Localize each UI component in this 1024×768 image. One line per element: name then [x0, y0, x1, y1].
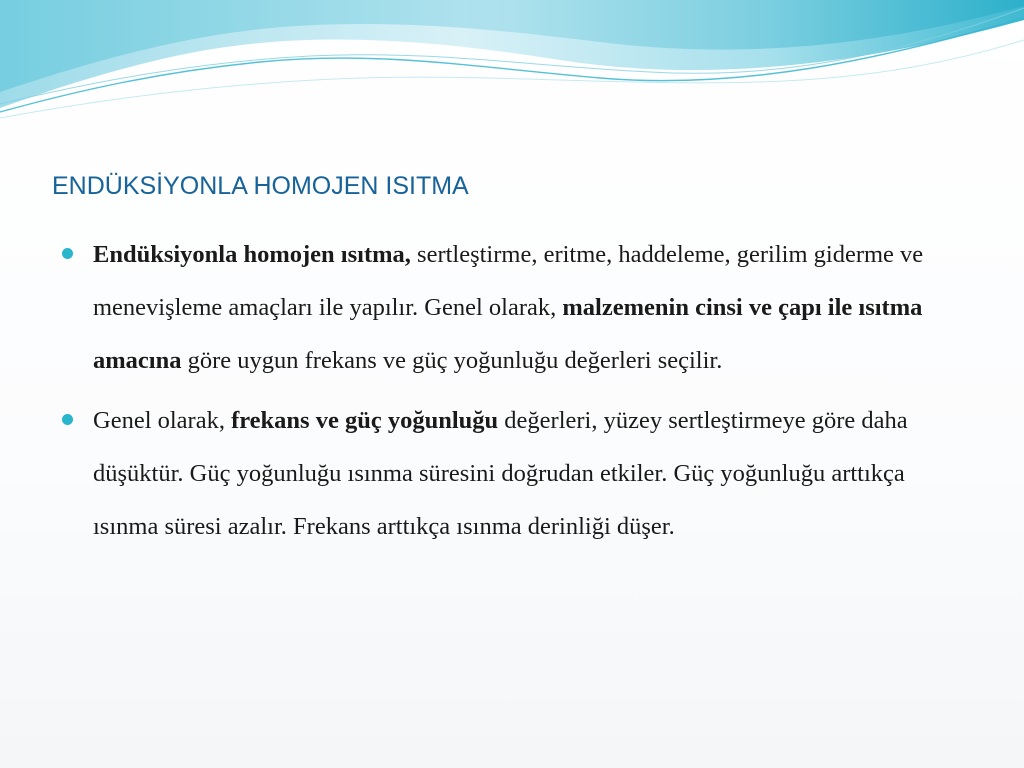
bullet-item: [62, 228, 972, 387]
bullet-list: [62, 228, 972, 560]
slide-title: ENDÜKSİYONLA HOMOJEN ISITMA: [52, 172, 469, 200]
header-wave-decoration: [0, 0, 1024, 130]
bullet-text: göre uygun frekans ve güç yoğunluğu değerleri seçilir.: [181, 347, 723, 374]
bullet-text: sertleştirme, eritme, haddeleme, gerilim giderme ve menevişleme amaçları ile yapılır. Genel olarak,: [93, 241, 924, 321]
bullet-text-bold: frekans ve güç yoğunluğu: [231, 407, 499, 434]
bullet-item: [62, 394, 972, 553]
bullet-dot-icon: [62, 414, 73, 425]
bullet-text: Genel olarak,: [93, 407, 232, 434]
bullet-text-bold: malzemenin cinsi ve çapı ile ısıtma amacına: [93, 294, 923, 374]
bullet-text-bold: Endüksiyonla homojen ısıtma,: [93, 241, 411, 268]
bullet-text: değerleri, yüzey sertleştirmeye göre daha düşüktür. Güç yoğunluğu ısınma süresini doğrudan etkiler. Güç yoğunluğu arttıkça ısınma süresi azalır. Frekans arttıkça ısınma derinliği düşer.: [93, 407, 908, 540]
bullet-dot-icon: [62, 248, 73, 259]
